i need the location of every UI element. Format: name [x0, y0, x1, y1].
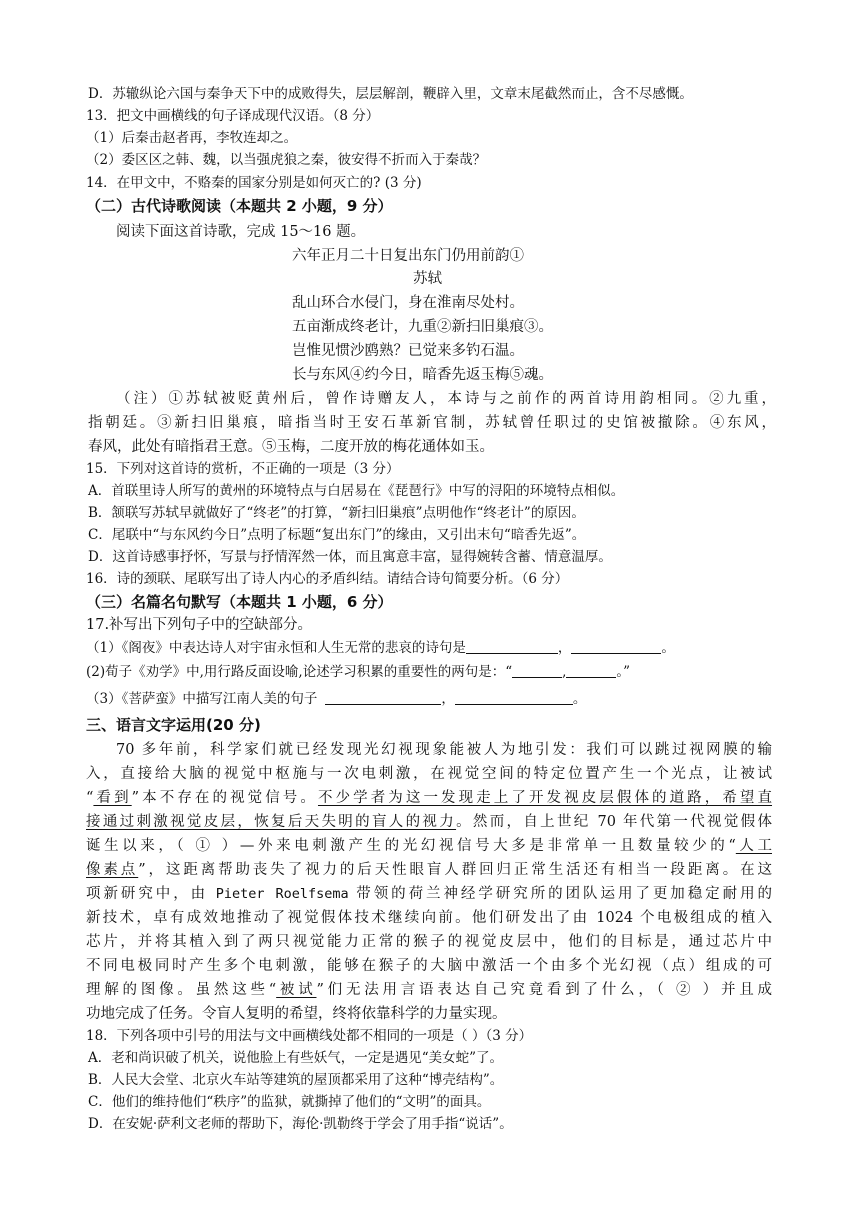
passage-text: ”，这距离帮助丧失了视力的后天性眼盲人群回归正常生活还有相当一段距离。在这: [138, 862, 772, 878]
q15-option-d: D．这首诗感事抒怀，写景与抒情浑然一体，而且寓意丰富，显得婉转含蓄、情意温厚。: [88, 549, 612, 565]
poem-note-line-1: （注）①苏轼被贬黄州后，曾作诗赠友人，本诗与之前作的两首诗用韵相同。②九重，: [116, 391, 776, 407]
q15-option-a: A．首联里诗人所写的黄州的环境特点与白居易在《琵琶行》中写的浔阳的环境特点相似。: [88, 483, 625, 499]
q15-option-b: B．颔联写苏轼早就做好了“终老”的打算，“新扫旧巢痕”点明他作“终老计”的原因。: [88, 505, 585, 521]
part-3-heading: 三、语言文字运用(20 分): [86, 716, 261, 734]
passage-line-8: 新技术，卓有成效地推动了视觉假体技术继续向前。他们研发出了由 1024 个电极组成的植入: [86, 910, 772, 926]
section-3-heading: （三）名篇名句默写（本题共 1 小题，6 分）: [86, 593, 393, 611]
q12-option-d: D．苏辙纵论六国与秦争天下中的成败得失，层层解剖，鞭辟入里，文章末尾截然而止，含不尽感慨。: [88, 86, 693, 102]
passage-line-1: 70 多年前，科学家们就已经发现光幻视现象能被人为地引发：我们可以跳过视网膜的输: [116, 742, 772, 758]
q17-stem: 17.补写出下列句子中的空缺部分。: [86, 617, 313, 633]
q17-item-2-prompt: (2)荀子《劝学》中,用行路反面设喻,论述学习积累的重要性的两句是：“: [86, 664, 513, 680]
underlined-sentence-part-2: 接通过刺激视觉皮层，恢复后天失明的盲人的视力: [86, 814, 457, 830]
passage-line-5: [86, 835, 772, 857]
poem-intro: 阅读下面这首诗歌，完成 15～16 题。: [116, 224, 366, 240]
q18-option-d: D．在安妮·萨利文老师的帮助下，海伦·凯勒终于学会了用手指“说话”。: [88, 1116, 513, 1132]
quote-open: “: [86, 790, 94, 806]
passage-line-6: [86, 859, 772, 881]
underlined-beishi: 被试: [276, 982, 317, 998]
q17-item-3-sep: ，: [441, 691, 455, 707]
passage-text: 诞生以来，（ ① ）—外来电刺激产生的光幻视信号大多是非常单一且数量较少的“: [86, 838, 736, 854]
q18-option-c: C．他们的维持他们“秩序”的监狱，就撕掉了他们的“文明”的面具。: [88, 1094, 491, 1110]
underlined-kandao: 看到: [93, 790, 132, 806]
passage-line-10: 不同电极同时产生多个电刺激，能够在猴子的大脑中激活一个由多个光幻视（点）组成的可: [86, 958, 772, 974]
q14-stem: 14．在甲文中，不赂秦的国家分别是如何灭亡的? (3 分): [86, 175, 422, 191]
poem-author: 苏轼: [413, 271, 442, 287]
q17-item-2-blank-b[interactable]: [566, 663, 616, 678]
poem-line-2: 五亩渐成终老计，九重②新扫旧巢痕③。: [292, 319, 553, 335]
passage-line-7: [86, 883, 772, 905]
poem-line-4: 长与东风④约今日，暗香先返玉梅⑤魂。: [292, 367, 553, 383]
passage-line-11: [86, 979, 772, 1001]
researcher-name: Pieter Roelfsema: [215, 886, 349, 902]
q17-item-2-end: 。”: [616, 664, 631, 680]
section-2-heading: （二）古代诗歌阅读（本题共 2 小题，9 分）: [86, 197, 393, 215]
q17-item-2-sep: ,: [562, 664, 567, 680]
passage-text: 。然而，自上世纪 70 年代第一代视觉假体: [456, 814, 773, 830]
q18-option-a: A．老和尚识破了机关，说他脸上有些妖气，一定是遇见“美女蛇”了。: [88, 1050, 504, 1066]
poem-line-1: 乱山环合水侵门，身在淮南尽处村。: [292, 295, 524, 311]
q15-stem: 15．下列对这首诗的赏析，不正确的一项是（3 分）: [86, 461, 400, 477]
passage-line-12: 功地完成了任务。令盲人复明的希望，终将依靠科学的力量实现。: [86, 1006, 507, 1022]
q17-item-2: [86, 662, 630, 682]
poem-note-line-2: 指朝廷。③新扫旧巢痕，暗指当时王安石革新官制，苏轼曾任职过的史馆被撤除。④东风，: [88, 415, 776, 431]
q13-stem: 13．把文中画横线的句子译成现代汉语。（8 分）: [86, 108, 380, 124]
q17-item-1-end: 。: [661, 640, 675, 656]
q17-item-2-blank-a[interactable]: [512, 663, 562, 678]
q17-item-3: [86, 689, 586, 709]
q17-item-3-prompt: （3）《菩萨蛮》中描写江南人美的句子: [86, 691, 318, 707]
underlined-sentence-part-1: 不少学者为这一发现走上了开发视皮层假体的道路，希望直: [317, 790, 773, 806]
q17-item-3-blank-b[interactable]: [455, 690, 573, 705]
q17-item-3-blank-a[interactable]: [325, 690, 441, 705]
q18-stem: 18．下列各项中引号的用法与文中画横线处都不相同的一项是（ ）（3 分）: [86, 1028, 533, 1044]
passage-line-9: 芯片，并将其植入到了两只视觉能力正常的猴子的视觉皮层中，他们的目标是，通过芯片中: [86, 934, 772, 950]
q18-option-b: B．人民大会堂、北京火车站等建筑的屋顶都采用了这种“博壳结构”。: [88, 1072, 504, 1088]
q17-item-1-blank-b[interactable]: [571, 639, 661, 654]
underlined-xiangsudian: 像素点: [86, 862, 139, 878]
poem-note-line-3: 春风，此处有暗指君王意。⑤玉梅，二度开放的梅花通体如玉。: [88, 439, 494, 455]
passage-text: 项新研究中，由: [86, 886, 216, 902]
passage-line-2: 入，直接给大脑的视觉中枢施与一次电刺激，在视觉空间的特定位置产生一个光点，让被试: [86, 766, 772, 782]
q13-sentence-1: （1）后秦击赵者再，李牧连却之。: [86, 130, 298, 146]
q17-item-1-blank-a[interactable]: [466, 639, 558, 654]
q13-sentence-2: （2）委区区之韩、魏，以当强虎狼之秦，彼安得不折而入于秦哉？: [86, 152, 487, 168]
passage-text: ”本不存在的视觉信号。: [131, 790, 318, 806]
passage-text: 带领的荷兰神经学研究所的团队运用了更加稳定耐用的: [348, 886, 773, 902]
q17-item-1: [86, 638, 675, 658]
q17-item-3-end: 。: [572, 691, 587, 707]
passage-text: 理解的图像。虽然这些“: [86, 982, 277, 998]
q17-item-1-prompt: （1）《阁夜》中表达诗人对宇宙永恒和人生无常的悲哀的诗句是: [86, 640, 466, 656]
q17-item-1-sep: ，: [557, 640, 572, 656]
passage-line-3: [86, 787, 772, 809]
passage-text: ”们无法用言语表达自己究竟看到了什么，（ ② ）并且成: [316, 982, 772, 998]
underlined-rengong: 人工: [735, 838, 772, 854]
q16-stem: 16．诗的颈联、尾联写出了诗人内心的矛盾纠结。请结合诗句简要分析。（6 分）: [86, 571, 569, 587]
q15-option-c: C．尾联中“与东风约今日”点明了标题“复出东门”的缘由，又引出末句“暗香先返”。: [88, 527, 586, 543]
poem-line-3: 岂惟见惯沙鸥熟？已觉来多钓石温。: [292, 343, 524, 359]
passage-line-4: [86, 811, 772, 833]
poem-title: 六年正月二十日复出东门仍用前韵①: [292, 248, 524, 264]
